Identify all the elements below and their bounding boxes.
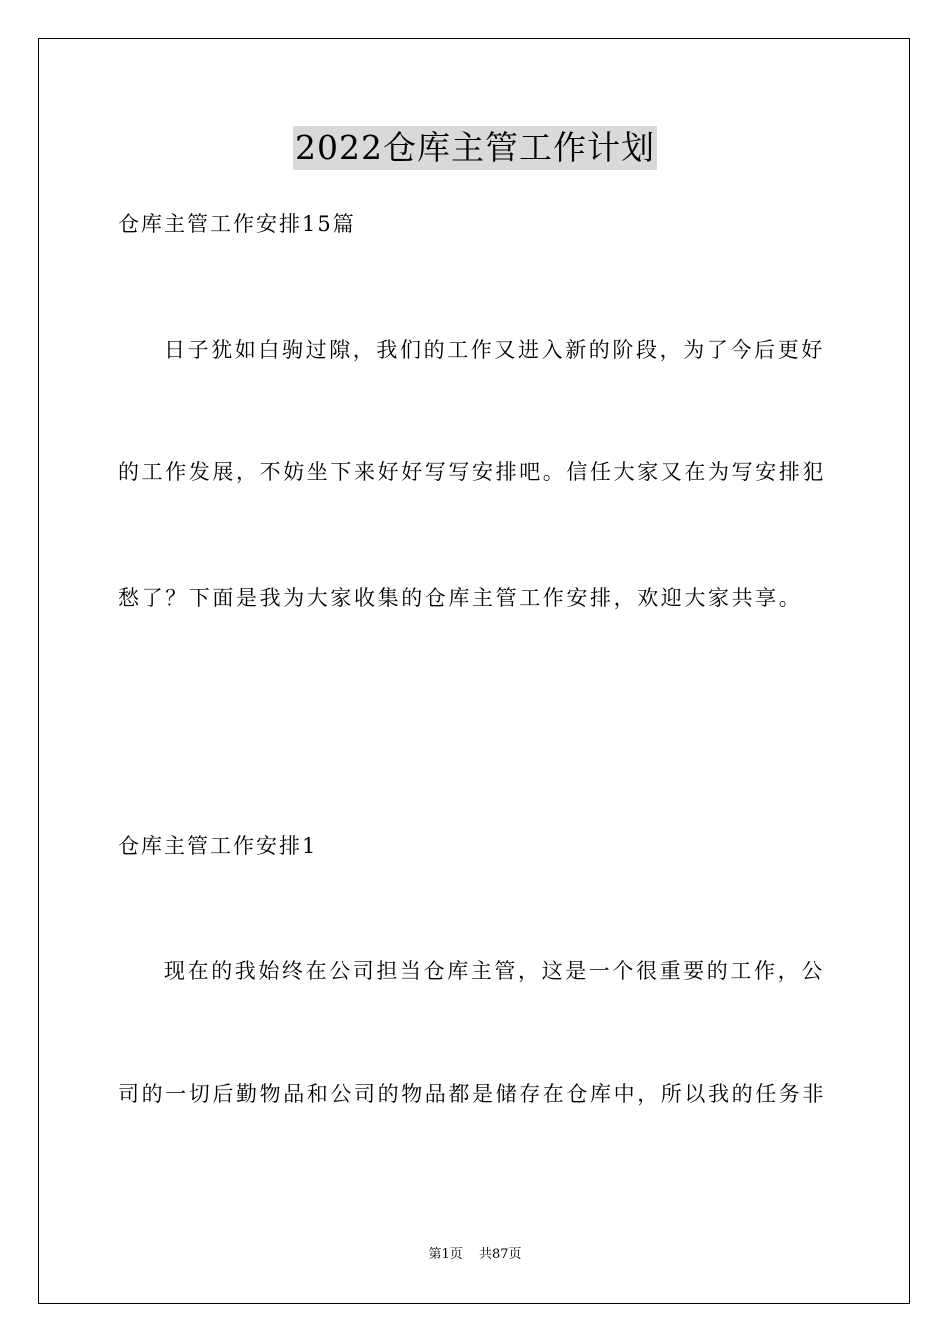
paragraph-line: 日子犹如白驹过隙，我们的工作又进入新的阶段，为了今后更好: [164, 338, 825, 362]
page-number: 第1页: [428, 1247, 463, 1262]
paragraph-line: 司的一切后勤物品和公司的物品都是储存在仓库中，所以我的任务非: [118, 1082, 826, 1106]
paragraph-line: 愁了？下面是我为大家收集的仓库主管工作安排，欢迎大家共享。: [118, 586, 803, 610]
paragraph-line: 现在的我始终在公司担当仓库主管，这是一个很重要的工作，公: [164, 959, 825, 983]
page-total: 共87页: [478, 1247, 522, 1262]
section-heading: 仓库主管工作安排1: [118, 834, 318, 858]
paragraph-line: 的工作发展，不妨坐下来好好写写安排吧。信任大家又在为写安排犯: [118, 460, 826, 484]
document-subtitle: 仓库主管工作安排15篇: [118, 212, 356, 236]
page-footer: [0, 1246, 950, 1264]
document-title: [0, 126, 950, 172]
document-title-text: 2022仓库主管工作计划: [293, 126, 657, 170]
